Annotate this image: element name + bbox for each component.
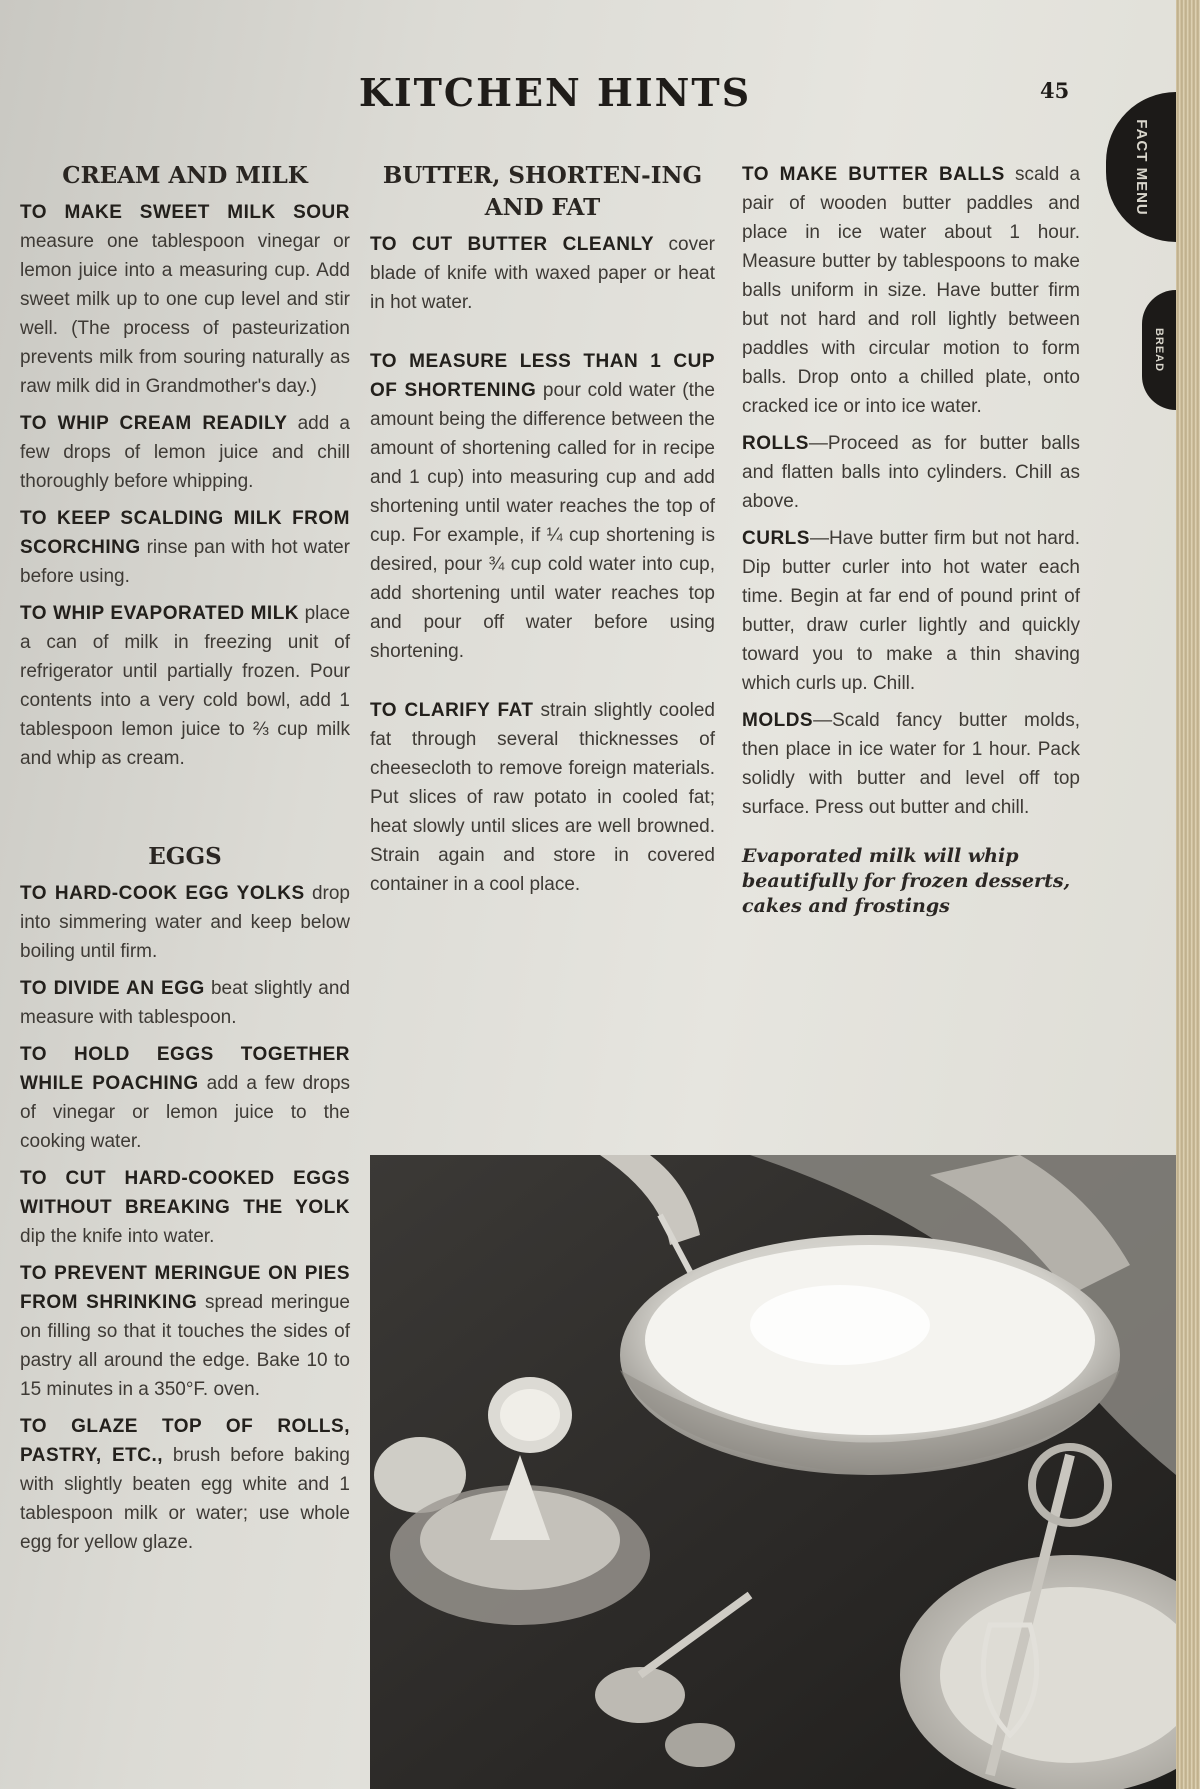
hint: [20, 198, 350, 401]
column-left: [20, 160, 350, 1565]
hint-lead: TO MEASURE LESS THAN 1 CUP OF SHORTENING: [370, 351, 715, 401]
hint-lead: CURLS: [742, 528, 810, 549]
hint-text: —Have butter firm but not hard. Dip butter curler into hot water each time. Begin at far end of pound print of butter, draw curler lightly and quickly toward you to make a thin shaving which curls up. Chill.: [742, 528, 1080, 694]
hint-lead: TO WHIP CREAM READILY: [20, 413, 288, 434]
photo-illustration: [370, 1155, 1176, 1789]
hint: [370, 696, 715, 899]
index-tab-bread[interactable]: BREAD: [1142, 290, 1176, 410]
hint: [20, 1259, 350, 1404]
hint-text: place a can of milk in freezing unit of refrigerator until partially frozen. Pour contents into a very cold bowl, add 1 tablespoon lemon juice to ⅔ cup milk and whip as cream.: [20, 603, 351, 769]
page-number: 45: [1040, 78, 1070, 103]
column-middle: [370, 160, 715, 907]
hint-lead: TO CUT BUTTER CLEANLY: [370, 234, 655, 255]
hint-text: dip the knife into water.: [20, 1226, 215, 1247]
hint: [742, 429, 1080, 516]
hint: [20, 974, 350, 1032]
hint: [742, 160, 1080, 421]
hint: [20, 879, 350, 966]
section-heading-eggs: EGGS: [148, 843, 222, 870]
hint: [742, 524, 1080, 698]
hint: [370, 347, 715, 666]
page-edge: [1176, 0, 1200, 1789]
hint-text: scald a pair of wooden butter paddles and place in ice water about 1 hour. Measure butter by tablespoons to make balls uniform in size. Have butter firm but not hard and roll lightly between paddles with circular motion to form balls. Drop onto a chilled plate, onto cracked ice or into ice water.: [742, 164, 1081, 417]
hint-lead: TO MAKE SWEET MILK SOUR: [20, 202, 350, 223]
hint-text: —Scald fancy butter molds, then place in ice water for 1 hour. Pack solidly with butter and level off top surface. Press out butter and chill.: [742, 710, 1080, 818]
column-right: [742, 160, 1080, 919]
hint-text: rinse pan with hot water before using.: [20, 537, 350, 587]
hint-lead: ROLLS: [742, 433, 809, 454]
hint: [20, 504, 350, 591]
measuring-spoon: [665, 1723, 735, 1767]
hint-lead: TO CUT HARD-COOKED EGGS WITHOUT BREAKING THE YOLK: [20, 1168, 350, 1218]
photo-whipping-evaporated-milk: [370, 1155, 1176, 1789]
photo-caption: Evaporated milk will whip beautifully for frozen desserts, cakes and frostings: [742, 845, 1071, 917]
hint-text: drop into simmering water and keep below boiling until firm.: [20, 883, 350, 962]
section-heading-cream-milk: CREAM AND MILK: [62, 162, 308, 189]
index-tab-fact-menu[interactable]: FACT MENU: [1106, 92, 1176, 242]
foam-highlight: [750, 1285, 930, 1365]
hint-text: add a few drops of lemon juice and chill thoroughly before whipping.: [20, 413, 350, 492]
hint-text: beat slightly and measure with tablespoon.: [20, 978, 350, 1028]
hint-text: cover blade of knife with waxed paper or heat in hot water.: [370, 234, 716, 313]
hint-text: spread meringue on filling so that it touches the sides of pastry all around the edge. Bake 10 to 15 minutes in a 350°F. oven.: [20, 1292, 351, 1400]
hint-lead: TO DIVIDE AN EGG: [20, 978, 205, 999]
hint-text: —Proceed as for butter balls and flatten balls into cylinders. Chill as above.: [742, 433, 1080, 512]
hint: [20, 409, 350, 496]
hint-lead: TO CLARIFY FAT: [370, 700, 534, 721]
hint-lead: TO WHIP EVAPORATED MILK: [20, 603, 300, 624]
hint: [20, 1040, 350, 1156]
hint: [20, 599, 350, 773]
hint: [20, 1412, 350, 1557]
hint-text: brush before baking with slightly beaten egg white and 1 tablespoon milk or water; use whole egg for yellow glaze.: [20, 1445, 351, 1553]
hint-lead: TO MAKE BUTTER BALLS: [742, 164, 1005, 185]
hint-text: pour cold water (the amount being the difference between the amount of shortening called for in recipe and 1 cup) into measuring cup and add shortening until water reaches the top of cup. For example, if ¼ cup shortening is desired, pour ¾ cup cold water into cup, add shortening until water reaches top and pour off water before using shortening.: [370, 380, 715, 662]
hint-lead: MOLDS: [742, 710, 814, 731]
hint-lead: TO GLAZE TOP OF ROLLS, PASTRY, ETC.,: [20, 1416, 350, 1466]
hint-lead: TO HARD-COOK EGG YOLKS: [20, 883, 305, 904]
hint-lead: TO HOLD EGGS TOGETHER WHILE POACHING: [20, 1044, 350, 1094]
hint-text: add a few drops of vinegar or lemon juice to the cooking water.: [20, 1073, 351, 1152]
page-title: KITCHEN HINTS: [358, 70, 752, 115]
measuring-spoon: [595, 1667, 685, 1723]
hint-text: measure one tablespoon vinegar or lemon juice into a measuring cup. Add sweet milk up to one cup level and stir well. (The process of pasteurization prevents milk from souring naturally as raw milk did in Grandmother's day.): [20, 231, 350, 397]
hint: [20, 1164, 350, 1251]
hint-text: strain slightly cooled fat through several thicknesses of cheesecloth to remove foreign materials. Put slices of raw potato in cooled fat; heat slowly until slices are well browned. Strain again and store in covered container in a cool place.: [370, 700, 715, 895]
section-heading-butter: BUTTER, SHORTEN-ING AND FAT: [382, 162, 703, 221]
hint-lead: TO KEEP SCALDING MILK FROM SCORCHING: [20, 508, 350, 558]
lemon-flesh: [500, 1389, 560, 1441]
hint: [370, 230, 715, 317]
hint: [742, 706, 1080, 822]
hint-lead: TO PREVENT MERINGUE ON PIES FROM SHRINKING: [20, 1263, 350, 1313]
